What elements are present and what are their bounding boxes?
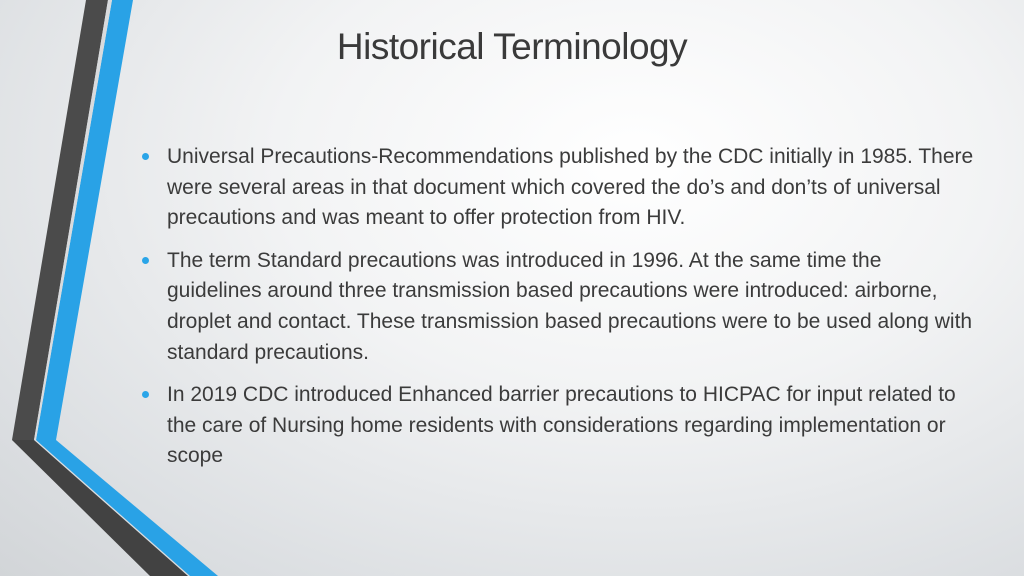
- bullet-text: The term Standard precautions was introduced in 1996. At the same time the guidelines around three transmission based precautions were introduced: airborne, droplet and contact. These transmission based precautions were to be used along with standard precautions.: [167, 248, 973, 364]
- bullet-text: In 2019 CDC introduced Enhanced barrier precautions to HICPAC for input related to the care of Nursing home residents with considerations regarding implementation or scope: [167, 383, 956, 468]
- bullet-dot-icon: [142, 257, 149, 264]
- bullet-item: [140, 380, 980, 472]
- bullet-item: [140, 142, 980, 234]
- bullet-dot-icon: [142, 153, 149, 160]
- slide-title: Historical Terminology: [336, 26, 688, 67]
- bullet-dot-icon: [142, 391, 149, 398]
- bullet-text: Universal Precautions-Recommendations published by the CDC initially in 1985. There were several areas in that document which covered the do’s and don’ts of universal precautions and was meant to offer protection from HIV.: [167, 145, 974, 230]
- bullet-list: [140, 142, 980, 484]
- bullet-item: [140, 246, 980, 368]
